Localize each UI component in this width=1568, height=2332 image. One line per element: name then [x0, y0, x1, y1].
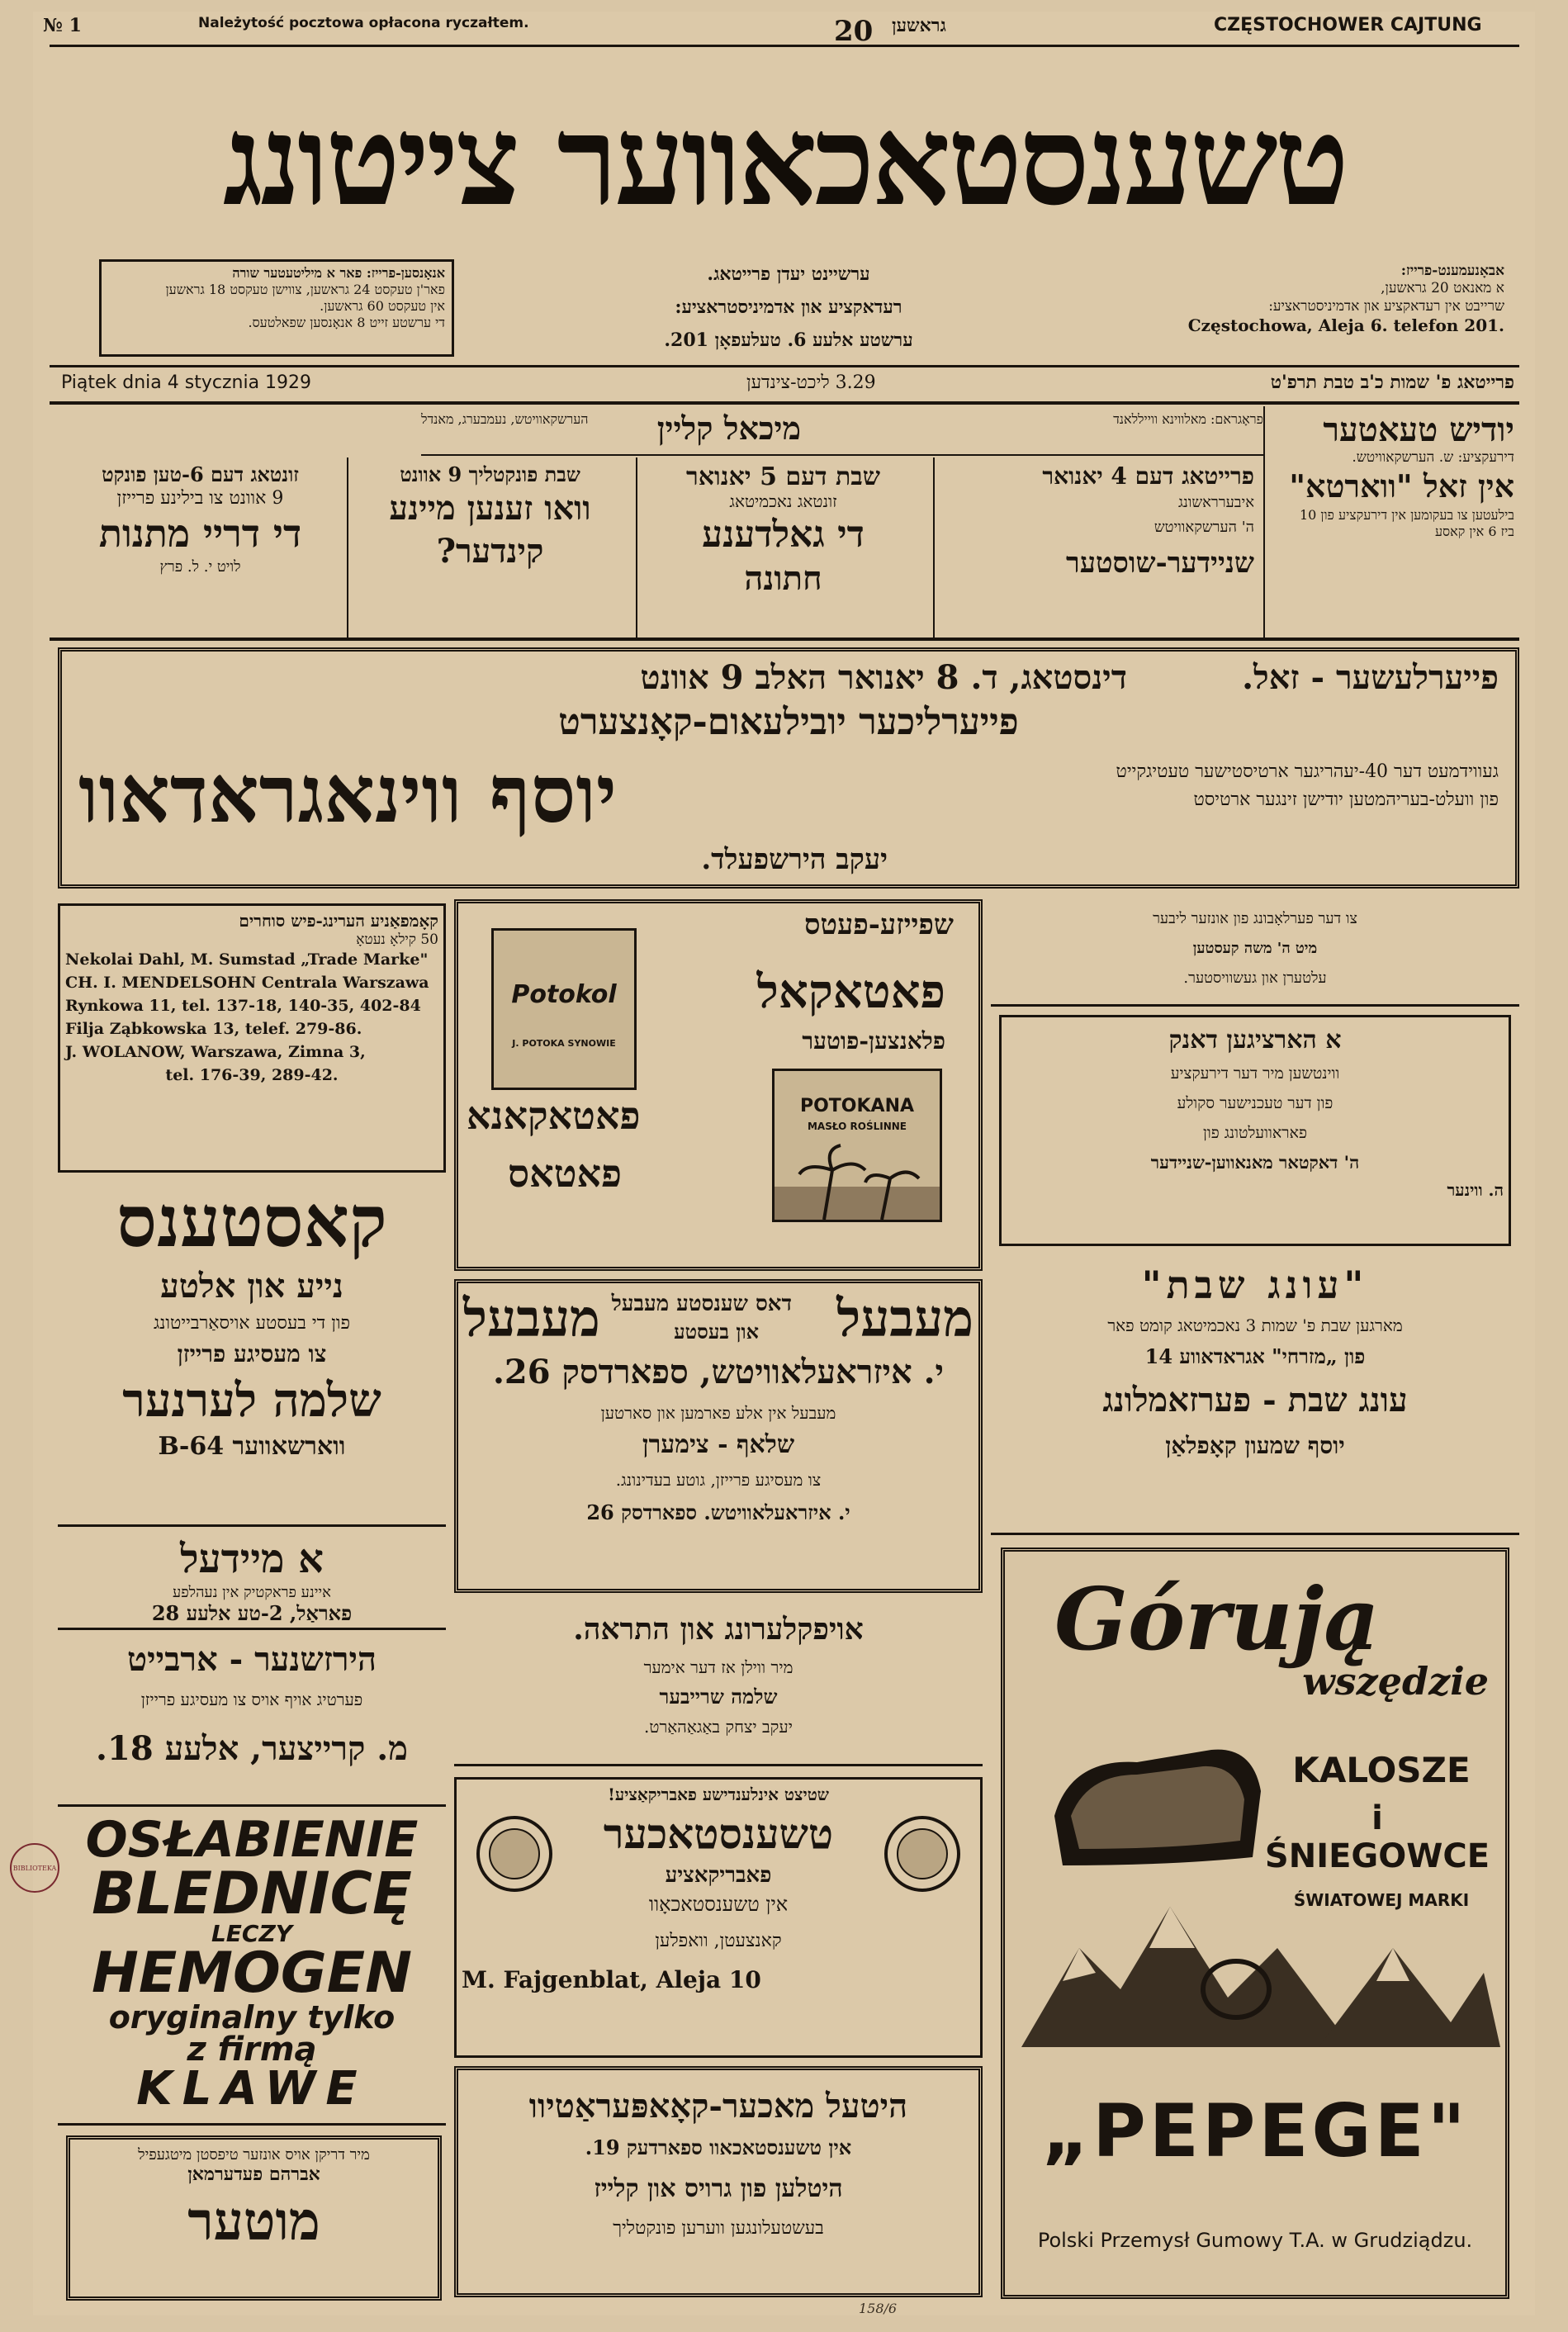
ad-explanation — [454, 1601, 983, 1766]
ad-herring — [58, 903, 446, 1173]
issue-number: № 1 — [43, 15, 82, 36]
concert-desc: געווידמעט דער 40-יעהריגער ארטיסטישער טעטיגקייט — [1116, 761, 1499, 782]
thanks-line: פאראוועלטונג פון — [1203, 1124, 1307, 1142]
tea-title: טשענסטאכער — [603, 1809, 834, 1858]
theater-sub: דירעקציע: ש. הערשקאוויטש. — [1352, 449, 1514, 466]
theater-col-2-title: מיכאל קליין — [656, 410, 801, 447]
potokana-tin-image — [772, 1069, 942, 1222]
ad-midwife — [58, 1531, 446, 1630]
theater-col-1 — [1263, 406, 1519, 638]
ad-herring-line: J. WOLANOW, Warszawa, Zimna 3, — [65, 1043, 366, 1061]
furniture-sub-2: און בעסטע — [674, 1320, 759, 1344]
tea-emblem-right — [881, 1813, 964, 1895]
ad-mother — [66, 2135, 442, 2301]
theater-col-6 — [58, 457, 343, 638]
publication-line: ערשיינט יעדן פרייטאג. — [707, 263, 870, 285]
ad-pepege — [1001, 1548, 1509, 2299]
pepege-script-2: wszędzie — [1302, 1659, 1489, 1704]
furniture-line: י. איזראעלאוויטש. ספארדסק 26 — [586, 1500, 850, 1524]
theater-line: קינדער? — [436, 532, 544, 571]
subscription-line: אבאָנעמענט-פרייז: — [1400, 263, 1504, 279]
theater-title: זונטאג דעם 6-טען פונקט — [102, 462, 299, 486]
potas-brand: פאטאס — [508, 1151, 623, 1196]
hemogen-l4: HEMOGEN — [91, 1941, 412, 2006]
theater-hall: אין זאל "ווארטא" — [1289, 467, 1514, 505]
oneg-line: יוסף שמעון קאָפלאַן — [1165, 1432, 1345, 1459]
ad-kastens-line: פון די בעסטע אויסאַרבייטונג — [154, 1313, 350, 1334]
theater-line: ביז 6 אין קאסע — [1434, 524, 1514, 539]
ad-hotel — [454, 2066, 983, 2297]
ad-oneg-shabbat — [991, 1254, 1519, 1535]
notice-line: מיט ה' משה קעסטען — [1192, 940, 1318, 957]
explanation-line: שלמה שרייבער — [659, 1685, 778, 1709]
subscription-box — [1098, 259, 1511, 357]
potokol-tin-image — [491, 928, 637, 1090]
ad-hirsch-line: מ. קרייצער, אלעע 18. — [96, 1729, 408, 1768]
hemogen-l7: KLAWE — [136, 2062, 367, 2116]
ad-thanks — [999, 1015, 1511, 1246]
ad-hirsch-line: פערטיג אויף אויס צו מעסיגע פרייזן — [140, 1690, 363, 1709]
publication-info — [595, 258, 983, 360]
theater-line: בילעטען צו בעקומען אין דירעקציע פון 10 — [1299, 507, 1514, 523]
ad-herring-line: Nekolai Dahl, M. Sumstad „Trade Marke" — [65, 950, 429, 969]
theater-col-5 — [347, 457, 632, 638]
tea-top: שטיצט אינלענדישע פאבריקאַציע! — [608, 1785, 829, 1804]
pepege-k2: i ŚNIEGOWCE — [1264, 1799, 1490, 1875]
oneg-line: פון „מזרחי" אגראדאווע 14 — [1144, 1344, 1366, 1368]
nameplate-latin: CZĘSTOCHOWER CAJTUNG — [1214, 15, 1482, 36]
ad-notice — [991, 899, 1519, 1007]
theater-line: וואו זענען מיינע — [389, 489, 591, 528]
palm-image — [775, 1137, 940, 1220]
hotel-sub: אין טשענסטאכאוו ספארדעק 19. — [585, 2135, 852, 2159]
newspaper-page — [12, 12, 1535, 2315]
concert-name: יוסף ווינאגראדאוו — [78, 747, 618, 841]
oneg-title: "עונג שבת" — [1141, 1263, 1369, 1307]
hotel-line: היטלען פון גרויס און קלייז — [594, 2174, 843, 2203]
theater-title: פרייטאג דעם 4 יאנואר — [1042, 462, 1254, 490]
subscription-line: Częstochowa, Aleja 6. telefon 201. — [1187, 315, 1504, 335]
ad-kastens-line: ווארשאווער 64-B — [158, 1432, 346, 1461]
theater-line: זונטאג נאכמיטאג — [729, 491, 837, 511]
pepege-brand: ŚWIATOWEJ MARKI — [1293, 1890, 1470, 1910]
tea-sub-2: אין טשענסטאכאָוו — [648, 1893, 789, 1916]
pepege-logo: „PEPEGE" — [1041, 2088, 1469, 2173]
hebrew-date: פרייטאג פ' שמות כ'ב טבת תרפ'ט — [1270, 372, 1514, 393]
publication-line: ערשטע אלעע 6. טעלעפאָן 201. — [664, 329, 913, 351]
potokal-head: שפייזע-פעטס — [804, 908, 954, 941]
theater-title: יודיש טעאטער — [1323, 410, 1514, 449]
furniture-name: י. איזראעלאוויטש, ספארדסק 26. — [492, 1353, 945, 1391]
ad-mother-big: מוטער — [187, 2191, 320, 2253]
ad-mother-line: אברהם פעדערמאן — [187, 2164, 320, 2185]
theater-line: שניידער-שוסטער — [1066, 547, 1254, 580]
thanks-title: א הארציגען דאנק — [1168, 1026, 1342, 1055]
theater-col-2-line: פראָגראם: מאלווינא ווייללאנד — [1113, 411, 1263, 427]
ad-hemogen — [58, 1812, 446, 2126]
potokal-brand: פאטאקאל — [756, 965, 945, 1019]
hotel-title: היטעל מאכער-קאָאפּעראַטיוו — [528, 2087, 908, 2126]
hemogen-l5: oryginalny tylko — [108, 1999, 396, 2036]
theater-line: איבערראשונג — [1177, 494, 1254, 511]
thanks-line: ווינטשען מיר דער דירעקציע — [1170, 1064, 1340, 1083]
concert-ad — [58, 647, 1519, 889]
concert-when: דינסטאג, ד. 8 יאנואר האלב 9 אוונט — [640, 658, 1127, 697]
hotel-line: בעשטעלונגען ווערען פונקטליך — [613, 2218, 824, 2239]
concert-ticket: יעקב הירשפעלד. — [701, 843, 888, 876]
oneg-line: מארגען שבת פ' שמות 3 נאכמיטאג קומט פאר — [1107, 1315, 1403, 1335]
ad-herring-line: tel. 176-39, 289-42. — [165, 1066, 339, 1084]
thanks-line: ה' דאקטאר מאנאווען-שניידער — [1150, 1152, 1360, 1173]
rule — [50, 401, 1519, 405]
hemogen-l2: BLEDNICĘ — [92, 1860, 412, 1927]
subscription-line: שרייבט אין רעדאקציע און אדמיניסטראציע: — [1268, 297, 1504, 315]
shoe-mountain-image — [1005, 1700, 1500, 2047]
theater-program — [421, 406, 1263, 456]
ad-kastens-title: קאסטענס — [116, 1180, 387, 1263]
top-line — [33, 15, 1535, 45]
library-stamp — [10, 1843, 59, 1893]
ad-hirsch — [58, 1633, 446, 1807]
pepege-script: Górują — [1054, 1568, 1380, 1670]
theater-col-3 — [933, 457, 1259, 638]
theater-line: די גאלדענע — [702, 514, 865, 556]
potokol-tin-small: J. POTOKA SYNOWIE — [512, 1038, 616, 1049]
potokana-tin-label: POTOKANA — [799, 1096, 915, 1116]
ad-herring-line: CH. I. MENDELSOHN Centrala Warszawa — [65, 974, 429, 992]
ad-kastens — [58, 1176, 446, 1527]
explanation-line: מיר ווילן אז דער אימער — [643, 1657, 793, 1677]
ad-kastens-line: שלמה לערנער — [122, 1373, 381, 1428]
tea-line: קאנצעטן, וואפלען — [655, 1931, 782, 1951]
furniture-line: שלאף - צימערן — [642, 1430, 795, 1459]
thanks-line: ה. ווינער — [1447, 1180, 1504, 1200]
hemogen-l1: OSŁABIENIE — [85, 1812, 419, 1869]
hemogen-l3: LECZY — [211, 1920, 293, 1947]
tea-sub: פאבריקאציע — [665, 1863, 772, 1888]
ad-rates-line: אנאָנסען-פרייז: פאר א מיליטעטער שורה — [232, 265, 445, 281]
ad-midwife-line: פאראַל, 2-טע אלעע 28 — [151, 1601, 353, 1625]
pepege-footer: Polski Przemysł Gumowy T.A. w Grudziądzu. — [1037, 2229, 1473, 2252]
rule — [50, 638, 1519, 641]
notice-line: צו דער פערלאָבונג פון אונזער ליבער — [1153, 910, 1357, 927]
rule — [50, 45, 1519, 47]
ad-kastens-line: צו מעסיגע פרייזן — [177, 1340, 327, 1367]
theater-title: שבת פונקטליך 9 אוונט — [400, 462, 580, 486]
ad-furniture — [454, 1279, 983, 1593]
stamp-text: BIBLIOTEKA — [12, 1865, 57, 1872]
explanation-line: יעקב יצחק באַגאַהאַרט. — [644, 1717, 793, 1737]
theater-col-4 — [636, 457, 929, 638]
publication-line: רעדאקציע און אדמיניסטראציע: — [675, 296, 902, 318]
rule — [50, 365, 1519, 367]
theater-title: שבת דעם 5 יאנואר — [686, 462, 880, 491]
ad-tea — [454, 1777, 983, 2058]
ad-herring-line: Rynkowa 11, tel. 137-18, 140-35, 402-84 — [65, 997, 421, 1015]
furniture-head-2: מעבעל — [463, 1288, 600, 1348]
potokol-tin-label: Potokol — [511, 980, 617, 1009]
furniture-sub: דאס שענסטע מעבעל — [611, 1292, 792, 1316]
ad-herring-line: Filja Ząbkowska 13, telef. 279-86. — [65, 1020, 362, 1038]
postage-note: Należytość pocztowa opłacona ryczałtem. — [198, 15, 529, 31]
tea-emblem-left — [473, 1813, 556, 1895]
subscription-line: א מאנאט 20 גראשען, — [1381, 280, 1504, 297]
pepege-k1: KALOSZE — [1292, 1750, 1471, 1790]
masthead-title: טשענסטאכאווער צייטונג — [222, 88, 1347, 234]
potokana-tin-small: MASŁO ROŚLINNE — [807, 1121, 907, 1132]
tea-line: M. Fajgenblat, Aleja 10 — [462, 1966, 761, 1993]
theater-line: די דריי מתנות — [98, 511, 302, 556]
furniture-head: מעבעל — [836, 1288, 973, 1348]
concert-event: פייערליכער יובילעאום-קאָנצערט — [558, 701, 1019, 743]
furniture-line: צו מעסיגע פרייזן, גוטע בעדינונג. — [615, 1470, 822, 1490]
theater-line: 9 אוונט צו בילינע פרייזן — [116, 488, 284, 509]
ad-midwife-line: איינע פראקטיק אין נעהלפע — [173, 1584, 331, 1601]
polish-date: Piątek dnia 4 stycznia 1929 — [61, 372, 312, 393]
theater-line: ה' הערשקאוויטש — [1153, 519, 1254, 536]
ad-mother-line: מיר דריקן אויס אונזער טיפסטן מיטגעפיל — [138, 2146, 370, 2164]
theater-line: חתונה — [744, 559, 822, 598]
potokal-sub: פלאנצען-פוטער — [802, 1027, 945, 1055]
price-number: 20 — [834, 15, 874, 45]
ad-hirsch-title: הירזשנער - ארבייט — [126, 1640, 377, 1679]
handwritten-ref: 158/6 — [859, 2301, 898, 2315]
ad-midwife-title: א מיידעל — [180, 1536, 324, 1582]
ad-rates-line: די ערשטע זייט 8 אנאָנסען שפאלטעס. — [248, 315, 445, 330]
ad-rates-box — [99, 259, 454, 357]
explanation-title: אויפקלערונג און התראה. — [573, 1612, 864, 1647]
oneg-line: עונג שבת - פערזאמלונג — [1102, 1381, 1408, 1420]
theater-line: לויט י. ל. פרץ — [159, 558, 241, 576]
concert-desc-2: פון וועלט-בעריהמטען יודישן זינגער ארטיסט — [1193, 789, 1499, 810]
ad-rates-line: אין טעקסט 60 גראשען. — [320, 298, 445, 314]
thanks-line: פון דער טעכנישער סקולע — [1177, 1094, 1334, 1112]
yiddish-year: 3.29 ליכט-צינדען — [746, 372, 876, 393]
potokana-brand: פאטאקאנא — [467, 1093, 641, 1138]
hemogen-l6: z firmą — [187, 2031, 317, 2069]
ad-herring-line: 50 קילאָ נעטאָ — [356, 931, 438, 948]
ad-potokal — [454, 899, 983, 1271]
concert-hall: פייערלעשער - זאל. — [1242, 658, 1499, 697]
price-unit: גראשען — [892, 15, 946, 36]
furniture-line: מעבעל אין אלע פארמען און סארטען — [600, 1403, 836, 1423]
notice-line: עלטערן און געשוויסטער. — [1183, 969, 1327, 987]
ad-rates-line: פאר'ן טעקסט 24 גראשען, צווישן טעקסט 18 גראשען — [165, 282, 445, 297]
ad-herring-title: קאָמפאַניע הערינג-פיש סוחרים — [239, 911, 438, 931]
theater-col-2-line: הערשקאוויטש, נעמבערג, מאנדל — [421, 411, 589, 427]
dateline — [61, 368, 1514, 400]
ad-kastens-sub: נייע און אלטע — [160, 1267, 343, 1306]
